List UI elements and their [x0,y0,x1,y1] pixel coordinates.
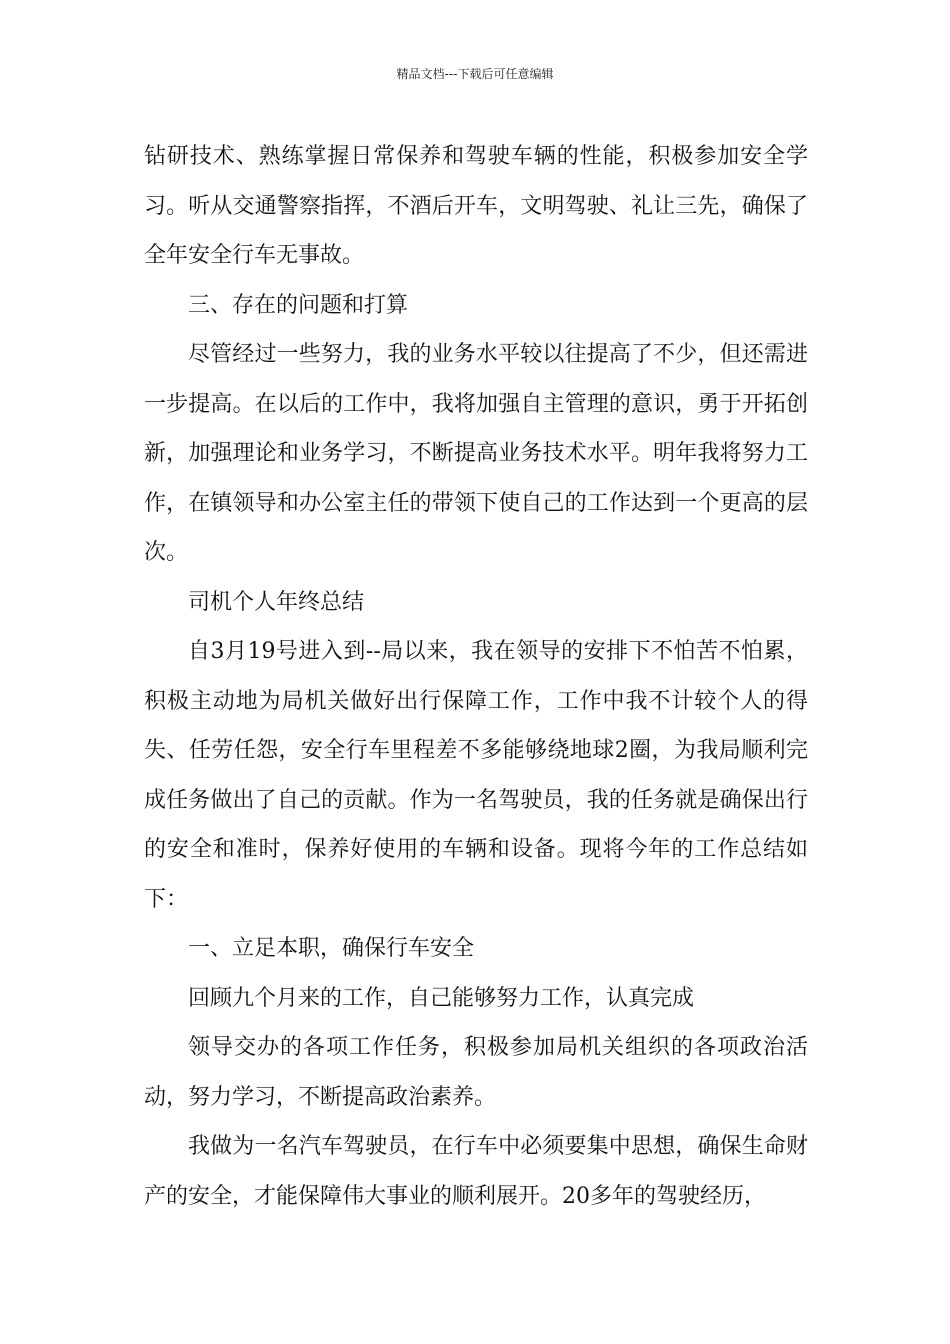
paragraph-safety-study: 钻研技术、熟练掌握日常保养和驾驶车辆的性能，积极参加安全学习。听从交通警察指挥，不酒后开车，文明驾驶、礼让三先，确保了全年安全行车无事故。 [144,144,808,268]
section-heading-problems: 三、存在的问题和打算 [188,292,409,318]
page-header: 精品文档---下载后可任意编辑 [396,67,554,81]
paragraph-improvement: 尽管经过一些努力，我的业务水平较以往提高了不少，但还需进一步提高。在以后的工作中，我将加强自主管理的意识，勇于开拓创新，加强理论和业务学习，不断提高业务技术水平。明年我将努力工作，在镇领导和办公室主任的带领下使自己的工作达到一个更高的层次。 [144,342,808,565]
document-body [144,132,808,1221]
paragraph-introduction: 自3月19号进入到--局以来，我在领导的安排下不怕苦不怕累，积极主动地为局机关做好出行保障工作，工作中我不计较个人的得失、任劳任怨，安全行车里程差不多能够绕地球2圈，为我局顺利完成任务做出了自己的贡献。作为一名驾驶员，我的任务就是确保出行的安全和准时，保养好使用的车辆和设备。现将今年的工作总结如下： [144,639,808,912]
document-title-driver-summary: 司机个人年终总结 [188,589,365,615]
paragraph-tasks: 领导交办的各项工作任务，积极参加局机关组织的各项政治活动，努力学习，不断提高政治素养。 [144,1035,808,1110]
paragraph-review: 回顾九个月来的工作，自己能够努力工作，认真完成 [188,985,695,1011]
paragraph-driver-role: 我做为一名汽车驾驶员，在行车中必须要集中思想，确保生命财产的安全，才能保障伟大事业的顺利展开。20多年的驾驶经历， [144,1134,808,1209]
section-heading-safety: 一、立足本职，确保行车安全 [188,936,475,961]
